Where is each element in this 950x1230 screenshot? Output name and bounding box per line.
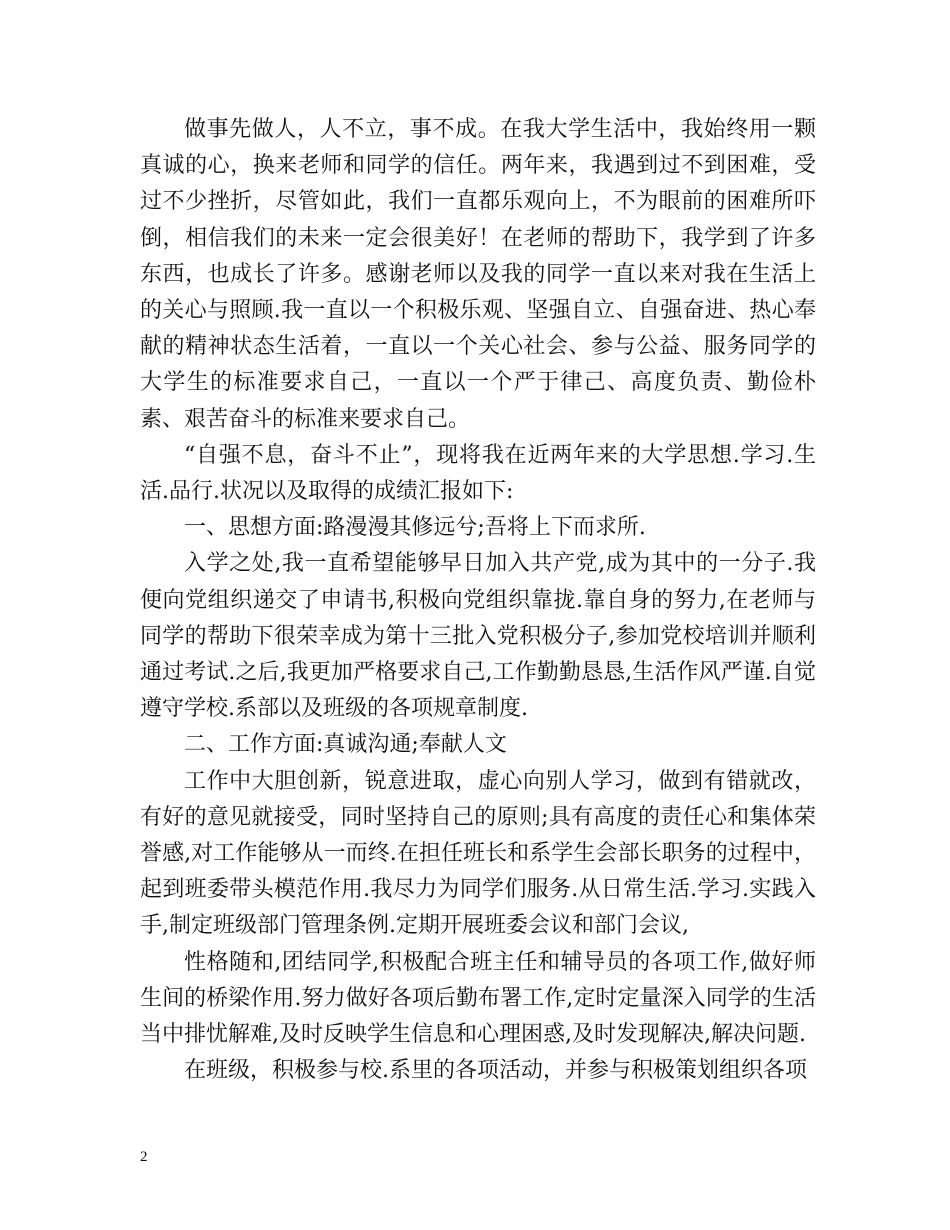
paragraph: 工作中大胆创新，锐意进取，虚心向别人学习，做到有错就改，有好的意见就接受，同时坚持自己的原则;具有高度的责任心和集体荣誉感,对工作能够从一而终.在担任班长和系学生会部长职务的过程中，起到班委带头模范作用.我尽力为同学们服务.从日常生活.学习.实践入手,制定班级部门管理条例.定期开展班委会议和部门会议,	[140, 768, 816, 939]
paragraph: 入学之处,我一直希望能够早日加入共产党,成为其中的一分子.我便向党组织递交了申请书,积极向党组织靠拢.靠自身的努力,在老师与同学的帮助下很荣幸成为第十三批入党积极分子,参加党校培训并顺利通过考试.之后,我更加严格要求自己,工作勤勤恳恳,生活作风严谨.自觉遵守学校.系部以及班级的各项规章制度.	[140, 551, 816, 722]
paragraph: 一、思想方面:路漫漫其修远兮;吾将上下而求所.	[184, 515, 646, 541]
paragraph: 二、工作方面:真诚沟通;奉献人文	[184, 732, 507, 758]
paragraph: 在班级，积极参与校.系里的各项活动，并参与积极策划组织各项	[184, 1058, 807, 1084]
paragraph: “自强不息，奋斗不止”，现将我在近两年来的大学思想.学习.生活.品行.状况以及取得的成绩汇报如下:	[140, 442, 816, 505]
paragraph: 性格随和,团结同学,积极配合班主任和辅导员的各项工作,做好师生间的桥梁作用.努力做好各项后勤布署工作,定时定量深入同学的生活当中排忧解难,及时反映学生信息和心理困惑,及时发现解决,解决问题.	[140, 949, 816, 1048]
document-body	[140, 112, 816, 1089]
paragraph: 做事先做人，人不立，事不成。在我大学生活中，我始终用一颗真诚的心，换来老师和同学的信任。两年来，我遇到过不到困难，受过不少挫折，尽管如此，我们一直都乐观向上，不为眼前的困难所吓倒，相信我们的未来一定会很美好！在老师的帮助下，我学到了许多东西，也成长了许多。感谢老师以及我的同学一直以来对我在生活上的关心与照顾.我一直以一个积极乐观、坚强自立、自强奋进、热心奉献的精神状态生活着，一直以一个关心社会、参与公益、服务同学的大学生的标准要求自己，一直以一个严于律己、高度负责、勤俭朴素、艰苦奋斗的标准来要求自己。	[140, 117, 816, 432]
page-number: 2	[140, 1149, 148, 1165]
